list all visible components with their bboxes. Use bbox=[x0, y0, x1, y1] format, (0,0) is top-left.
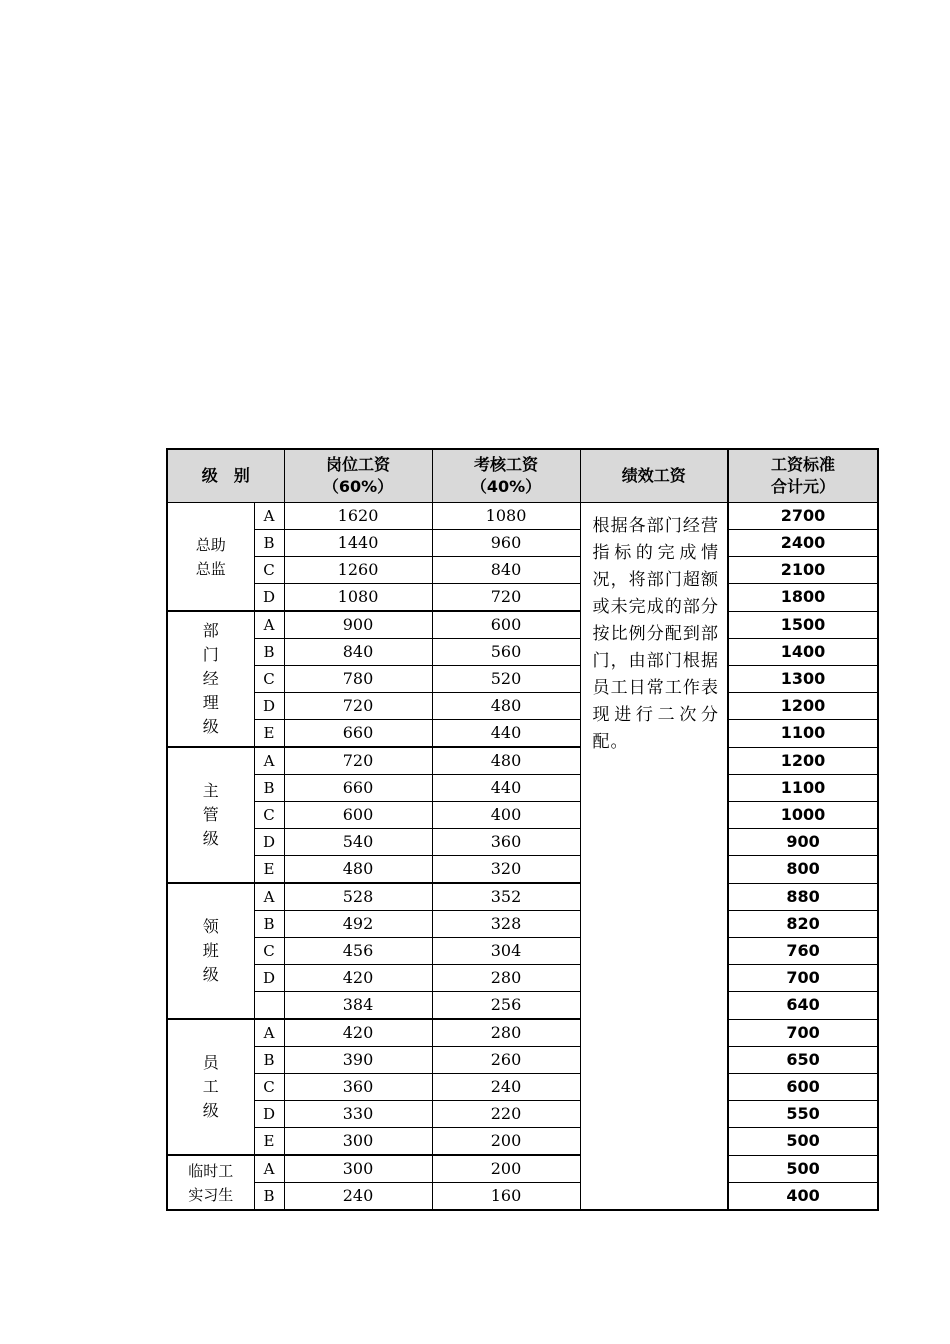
table-row bbox=[167, 992, 878, 1020]
grade-group-name bbox=[167, 883, 254, 1019]
assess-salary-value: 720 bbox=[432, 584, 580, 612]
grade-group-name-line: 理 bbox=[202, 693, 219, 712]
assess-salary-value: 160 bbox=[432, 1183, 580, 1211]
total-salary-value: 500 bbox=[728, 1128, 878, 1156]
table-row bbox=[167, 965, 878, 992]
table-row bbox=[167, 1128, 878, 1156]
total-salary-value: 880 bbox=[728, 883, 878, 911]
total-salary-value: 600 bbox=[728, 1074, 878, 1101]
table-row bbox=[167, 1155, 878, 1183]
assess-salary-value: 840 bbox=[432, 557, 580, 584]
grade-group-name-line: 级 bbox=[202, 965, 219, 984]
grade-group-name-line: 经 bbox=[202, 669, 219, 688]
grade-group-name bbox=[167, 611, 254, 747]
table-row bbox=[167, 856, 878, 884]
sub-grade: C bbox=[254, 1074, 284, 1101]
header-total-salary bbox=[728, 449, 878, 503]
sub-grade: D bbox=[254, 584, 284, 612]
grade-group-name-line: 门 bbox=[202, 645, 219, 664]
post-salary-value: 300 bbox=[284, 1128, 432, 1156]
post-salary-value: 1620 bbox=[284, 503, 432, 530]
grade-group-name-line: 领 bbox=[202, 917, 219, 936]
total-salary-value: 1300 bbox=[728, 666, 878, 693]
salary-table bbox=[166, 448, 879, 1211]
assess-salary-value: 260 bbox=[432, 1047, 580, 1074]
post-salary-value: 360 bbox=[284, 1074, 432, 1101]
header-row bbox=[167, 449, 878, 503]
sub-grade bbox=[254, 992, 284, 1020]
performance-note: 根据各部门经营指标的完成情况，将部门超额或未完成的部分按比例分配到部门，由部门根据员工日常工作表现进行二次分配。 bbox=[580, 503, 728, 1211]
assess-salary-value: 960 bbox=[432, 530, 580, 557]
header-grade: 级 别 bbox=[167, 449, 284, 503]
grade-group-name-line: 实习生 bbox=[188, 1185, 234, 1204]
header-assess-line1: 考核工资 bbox=[474, 455, 539, 474]
grade-group-name-line: 总助 bbox=[195, 535, 226, 554]
total-salary-value: 2400 bbox=[728, 530, 878, 557]
assess-salary-value: 280 bbox=[432, 1019, 580, 1047]
assess-salary-value: 200 bbox=[432, 1128, 580, 1156]
header-total-line2: 合计元） bbox=[771, 477, 836, 496]
table-row bbox=[167, 584, 878, 612]
table-row bbox=[167, 938, 878, 965]
grade-group-name-line: 级 bbox=[202, 717, 219, 736]
grade-group-name-line: 管 bbox=[202, 805, 219, 824]
total-salary-value: 550 bbox=[728, 1101, 878, 1128]
sub-grade: C bbox=[254, 666, 284, 693]
assess-salary-value: 280 bbox=[432, 965, 580, 992]
assess-salary-value: 400 bbox=[432, 802, 580, 829]
assess-salary-value: 440 bbox=[432, 775, 580, 802]
table-row bbox=[167, 829, 878, 856]
post-salary-value: 240 bbox=[284, 1183, 432, 1211]
sub-grade: A bbox=[254, 883, 284, 911]
total-salary-value: 1800 bbox=[728, 584, 878, 612]
sub-grade: E bbox=[254, 720, 284, 748]
sub-grade: D bbox=[254, 1101, 284, 1128]
table-row bbox=[167, 557, 878, 584]
post-salary-value: 492 bbox=[284, 911, 432, 938]
table-row bbox=[167, 883, 878, 911]
assess-salary-value: 480 bbox=[432, 693, 580, 720]
grade-group-name-line: 部 bbox=[202, 621, 219, 640]
sub-grade: C bbox=[254, 938, 284, 965]
assess-salary-value: 240 bbox=[432, 1074, 580, 1101]
sub-grade: D bbox=[254, 829, 284, 856]
total-salary-value: 1200 bbox=[728, 747, 878, 775]
assess-salary-value: 440 bbox=[432, 720, 580, 748]
header-post-line2: （60%） bbox=[322, 477, 394, 496]
assess-salary-value: 256 bbox=[432, 992, 580, 1020]
total-salary-value: 650 bbox=[728, 1047, 878, 1074]
total-salary-value: 820 bbox=[728, 911, 878, 938]
sub-grade: D bbox=[254, 965, 284, 992]
grade-group-name-line: 员 bbox=[202, 1053, 219, 1072]
salary-table-container bbox=[166, 448, 877, 1208]
sub-grade: A bbox=[254, 503, 284, 530]
sub-grade: E bbox=[254, 1128, 284, 1156]
total-salary-value: 400 bbox=[728, 1183, 878, 1211]
grade-group-name-line: 临时工 bbox=[188, 1161, 234, 1180]
header-post-line1: 岗位工资 bbox=[326, 455, 391, 474]
post-salary-value: 660 bbox=[284, 775, 432, 802]
post-salary-value: 720 bbox=[284, 747, 432, 775]
post-salary-value: 720 bbox=[284, 693, 432, 720]
post-salary-value: 384 bbox=[284, 992, 432, 1020]
sub-grade: B bbox=[254, 775, 284, 802]
table-row bbox=[167, 720, 878, 748]
sub-grade: B bbox=[254, 1183, 284, 1211]
table-row bbox=[167, 503, 878, 530]
total-salary-value: 500 bbox=[728, 1155, 878, 1183]
sub-grade: B bbox=[254, 530, 284, 557]
assess-salary-value: 328 bbox=[432, 911, 580, 938]
table-row bbox=[167, 639, 878, 666]
grade-group-name-line: 班 bbox=[202, 941, 219, 960]
table-row bbox=[167, 802, 878, 829]
total-salary-value: 800 bbox=[728, 856, 878, 884]
sub-grade: C bbox=[254, 557, 284, 584]
post-salary-value: 330 bbox=[284, 1101, 432, 1128]
assess-salary-value: 352 bbox=[432, 883, 580, 911]
total-salary-value: 2100 bbox=[728, 557, 878, 584]
header-assess-line2: （40%） bbox=[470, 477, 542, 496]
sub-grade: B bbox=[254, 911, 284, 938]
table-row bbox=[167, 775, 878, 802]
post-salary-value: 420 bbox=[284, 1019, 432, 1047]
header-total-line1: 工资标准 bbox=[771, 455, 836, 474]
total-salary-value: 1400 bbox=[728, 639, 878, 666]
assess-salary-value: 304 bbox=[432, 938, 580, 965]
grade-group-name bbox=[167, 1019, 254, 1155]
sub-grade: A bbox=[254, 747, 284, 775]
assess-salary-value: 600 bbox=[432, 611, 580, 639]
table-row bbox=[167, 1019, 878, 1047]
sub-grade: A bbox=[254, 1155, 284, 1183]
total-salary-value: 2700 bbox=[728, 503, 878, 530]
post-salary-value: 780 bbox=[284, 666, 432, 693]
total-salary-value: 1100 bbox=[728, 775, 878, 802]
assess-salary-value: 360 bbox=[432, 829, 580, 856]
table-row bbox=[167, 1074, 878, 1101]
post-salary-value: 480 bbox=[284, 856, 432, 884]
grade-group-name-line: 级 bbox=[202, 829, 219, 848]
assess-salary-value: 220 bbox=[432, 1101, 580, 1128]
grade-group-name-line: 主 bbox=[202, 781, 219, 800]
table-row bbox=[167, 911, 878, 938]
post-salary-value: 300 bbox=[284, 1155, 432, 1183]
total-salary-value: 700 bbox=[728, 1019, 878, 1047]
post-salary-value: 840 bbox=[284, 639, 432, 666]
sub-grade: D bbox=[254, 693, 284, 720]
post-salary-value: 900 bbox=[284, 611, 432, 639]
grade-group-name-line: 工 bbox=[202, 1077, 219, 1096]
table-row bbox=[167, 666, 878, 693]
post-salary-value: 600 bbox=[284, 802, 432, 829]
total-salary-value: 1000 bbox=[728, 802, 878, 829]
sub-grade: A bbox=[254, 1019, 284, 1047]
post-salary-value: 420 bbox=[284, 965, 432, 992]
assess-salary-value: 320 bbox=[432, 856, 580, 884]
total-salary-value: 1500 bbox=[728, 611, 878, 639]
sub-grade: C bbox=[254, 802, 284, 829]
post-salary-value: 456 bbox=[284, 938, 432, 965]
table-row bbox=[167, 1183, 878, 1211]
assess-salary-value: 1080 bbox=[432, 503, 580, 530]
header-post-salary bbox=[284, 449, 432, 503]
post-salary-value: 1440 bbox=[284, 530, 432, 557]
total-salary-value: 700 bbox=[728, 965, 878, 992]
table-row bbox=[167, 1101, 878, 1128]
post-salary-value: 390 bbox=[284, 1047, 432, 1074]
sub-grade: B bbox=[254, 1047, 284, 1074]
sub-grade: E bbox=[254, 856, 284, 884]
total-salary-value: 900 bbox=[728, 829, 878, 856]
assess-salary-value: 480 bbox=[432, 747, 580, 775]
table-row bbox=[167, 611, 878, 639]
assess-salary-value: 560 bbox=[432, 639, 580, 666]
table-row bbox=[167, 693, 878, 720]
grade-group-name-line: 总监 bbox=[195, 559, 226, 578]
total-salary-value: 640 bbox=[728, 992, 878, 1020]
grade-group-name bbox=[167, 503, 254, 612]
grade-group-name bbox=[167, 747, 254, 883]
total-salary-value: 1100 bbox=[728, 720, 878, 748]
salary-table-body bbox=[167, 503, 878, 1211]
assess-salary-value: 520 bbox=[432, 666, 580, 693]
post-salary-value: 528 bbox=[284, 883, 432, 911]
post-salary-value: 660 bbox=[284, 720, 432, 748]
total-salary-value: 760 bbox=[728, 938, 878, 965]
table-row bbox=[167, 1047, 878, 1074]
grade-group-name bbox=[167, 1155, 254, 1210]
table-row bbox=[167, 530, 878, 557]
assess-salary-value: 200 bbox=[432, 1155, 580, 1183]
grade-group-name-line: 级 bbox=[202, 1101, 219, 1120]
total-salary-value: 1200 bbox=[728, 693, 878, 720]
table-row bbox=[167, 747, 878, 775]
header-performance-salary: 绩效工资 bbox=[580, 449, 728, 503]
sub-grade: B bbox=[254, 639, 284, 666]
post-salary-value: 1260 bbox=[284, 557, 432, 584]
sub-grade: A bbox=[254, 611, 284, 639]
post-salary-value: 540 bbox=[284, 829, 432, 856]
post-salary-value: 1080 bbox=[284, 584, 432, 612]
header-assess-salary bbox=[432, 449, 580, 503]
